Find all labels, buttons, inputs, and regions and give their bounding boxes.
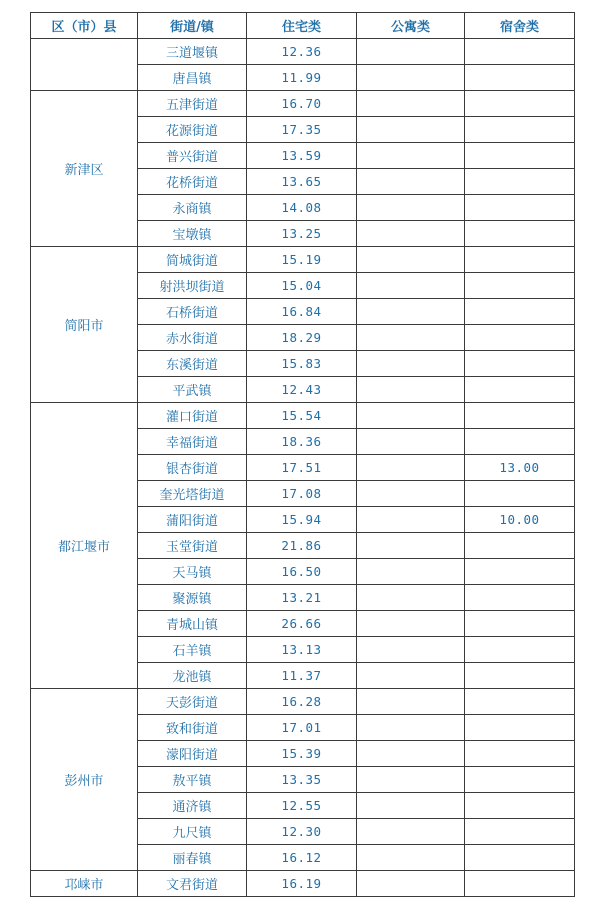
district-cell: 新津区 <box>31 91 138 247</box>
apartment-cell <box>357 689 465 715</box>
rate-table <box>30 12 575 897</box>
apartment-cell <box>357 221 465 247</box>
apartment-cell <box>357 637 465 663</box>
dormitory-cell <box>465 39 575 65</box>
residential-cell: 15.19 <box>247 247 357 273</box>
dormitory-cell <box>465 429 575 455</box>
apartment-cell <box>357 169 465 195</box>
district-cell: 都江堰市 <box>31 403 138 689</box>
dormitory-cell <box>465 169 575 195</box>
apartment-cell <box>357 195 465 221</box>
dormitory-cell <box>465 637 575 663</box>
dormitory-cell: 13.00 <box>465 455 575 481</box>
apartment-cell <box>357 871 465 897</box>
residential-cell: 15.83 <box>247 351 357 377</box>
dormitory-cell <box>465 117 575 143</box>
town-cell: 简城街道 <box>138 247 247 273</box>
header-district: 区（市）县 <box>31 13 138 39</box>
residential-cell: 17.35 <box>247 117 357 143</box>
residential-cell: 16.70 <box>247 91 357 117</box>
town-cell: 唐昌镇 <box>138 65 247 91</box>
town-cell: 青城山镇 <box>138 611 247 637</box>
residential-cell: 13.35 <box>247 767 357 793</box>
dormitory-cell <box>465 195 575 221</box>
residential-cell: 15.04 <box>247 273 357 299</box>
dormitory-cell <box>465 351 575 377</box>
residential-cell: 16.12 <box>247 845 357 871</box>
dormitory-cell <box>465 819 575 845</box>
apartment-cell <box>357 845 465 871</box>
residential-cell: 11.99 <box>247 65 357 91</box>
town-cell: 九尺镇 <box>138 819 247 845</box>
town-cell: 射洪坝街道 <box>138 273 247 299</box>
residential-cell: 13.25 <box>247 221 357 247</box>
town-cell: 东溪街道 <box>138 351 247 377</box>
dormitory-cell <box>465 273 575 299</box>
residential-cell: 18.29 <box>247 325 357 351</box>
dormitory-cell <box>465 299 575 325</box>
apartment-cell <box>357 611 465 637</box>
town-cell: 普兴街道 <box>138 143 247 169</box>
town-cell: 平武镇 <box>138 377 247 403</box>
dormitory-cell: 10.00 <box>465 507 575 533</box>
apartment-cell <box>357 559 465 585</box>
residential-cell: 16.28 <box>247 689 357 715</box>
header-apartment: 公寓类 <box>357 13 465 39</box>
apartment-cell <box>357 819 465 845</box>
district-cell: 邛崃市 <box>31 871 138 897</box>
residential-cell: 16.50 <box>247 559 357 585</box>
town-cell: 文君街道 <box>138 871 247 897</box>
dormitory-cell <box>465 689 575 715</box>
residential-cell: 16.84 <box>247 299 357 325</box>
residential-cell: 17.51 <box>247 455 357 481</box>
apartment-cell <box>357 741 465 767</box>
dormitory-cell <box>465 533 575 559</box>
apartment-cell <box>357 455 465 481</box>
town-cell: 石桥街道 <box>138 299 247 325</box>
town-cell: 天马镇 <box>138 559 247 585</box>
header-dormitory: 宿舍类 <box>465 13 575 39</box>
apartment-cell <box>357 247 465 273</box>
dormitory-cell <box>465 559 575 585</box>
residential-cell: 13.59 <box>247 143 357 169</box>
town-cell: 赤水街道 <box>138 325 247 351</box>
dormitory-cell <box>465 481 575 507</box>
town-cell: 石羊镇 <box>138 637 247 663</box>
apartment-cell <box>357 507 465 533</box>
apartment-cell <box>357 585 465 611</box>
dormitory-cell <box>465 715 575 741</box>
town-cell: 敖平镇 <box>138 767 247 793</box>
apartment-cell <box>357 143 465 169</box>
residential-cell: 21.86 <box>247 533 357 559</box>
apartment-cell <box>357 767 465 793</box>
table-row <box>31 403 575 429</box>
town-cell: 通济镇 <box>138 793 247 819</box>
residential-cell: 17.01 <box>247 715 357 741</box>
residential-cell: 17.08 <box>247 481 357 507</box>
town-cell: 聚源镇 <box>138 585 247 611</box>
apartment-cell <box>357 325 465 351</box>
apartment-cell <box>357 481 465 507</box>
dormitory-cell <box>465 325 575 351</box>
residential-cell: 11.37 <box>247 663 357 689</box>
residential-cell: 12.30 <box>247 819 357 845</box>
town-cell: 灌口街道 <box>138 403 247 429</box>
dormitory-cell <box>465 403 575 429</box>
town-cell: 龙池镇 <box>138 663 247 689</box>
apartment-cell <box>357 715 465 741</box>
residential-cell: 15.39 <box>247 741 357 767</box>
dormitory-cell <box>465 793 575 819</box>
apartment-cell <box>357 377 465 403</box>
town-cell: 濛阳街道 <box>138 741 247 767</box>
dormitory-cell <box>465 377 575 403</box>
residential-cell: 13.13 <box>247 637 357 663</box>
apartment-cell <box>357 429 465 455</box>
town-cell: 幸福街道 <box>138 429 247 455</box>
dormitory-cell <box>465 611 575 637</box>
apartment-cell <box>357 65 465 91</box>
town-cell: 玉堂街道 <box>138 533 247 559</box>
dormitory-cell <box>465 845 575 871</box>
header-residential: 住宅类 <box>247 13 357 39</box>
table-row <box>31 871 575 897</box>
residential-cell: 13.21 <box>247 585 357 611</box>
town-cell: 三道堰镇 <box>138 39 247 65</box>
residential-cell: 12.55 <box>247 793 357 819</box>
apartment-cell <box>357 39 465 65</box>
district-cell: 彭州市 <box>31 689 138 871</box>
table-row <box>31 39 575 65</box>
dormitory-cell <box>465 663 575 689</box>
table-row <box>31 247 575 273</box>
district-cell: 简阳市 <box>31 247 138 403</box>
table-row <box>31 689 575 715</box>
residential-cell: 12.43 <box>247 377 357 403</box>
header-row <box>31 13 575 39</box>
table-body <box>31 39 575 897</box>
dormitory-cell <box>465 741 575 767</box>
residential-cell: 26.66 <box>247 611 357 637</box>
apartment-cell <box>357 91 465 117</box>
town-cell: 宝墩镇 <box>138 221 247 247</box>
dormitory-cell <box>465 143 575 169</box>
district-cell <box>31 39 138 91</box>
town-cell: 致和街道 <box>138 715 247 741</box>
table-row <box>31 91 575 117</box>
apartment-cell <box>357 117 465 143</box>
residential-cell: 15.94 <box>247 507 357 533</box>
residential-cell: 14.08 <box>247 195 357 221</box>
town-cell: 天彭街道 <box>138 689 247 715</box>
residential-cell: 15.54 <box>247 403 357 429</box>
dormitory-cell <box>465 585 575 611</box>
dormitory-cell <box>465 221 575 247</box>
town-cell: 花源街道 <box>138 117 247 143</box>
apartment-cell <box>357 663 465 689</box>
town-cell: 花桥街道 <box>138 169 247 195</box>
apartment-cell <box>357 299 465 325</box>
town-cell: 蒲阳街道 <box>138 507 247 533</box>
town-cell: 丽春镇 <box>138 845 247 871</box>
dormitory-cell <box>465 247 575 273</box>
residential-cell: 13.65 <box>247 169 357 195</box>
apartment-cell <box>357 533 465 559</box>
town-cell: 五津街道 <box>138 91 247 117</box>
apartment-cell <box>357 351 465 377</box>
dormitory-cell <box>465 767 575 793</box>
header-town: 街道/镇 <box>138 13 247 39</box>
residential-cell: 12.36 <box>247 39 357 65</box>
town-cell: 银杏街道 <box>138 455 247 481</box>
dormitory-cell <box>465 65 575 91</box>
dormitory-cell <box>465 91 575 117</box>
apartment-cell <box>357 273 465 299</box>
residential-cell: 18.36 <box>247 429 357 455</box>
town-cell: 永商镇 <box>138 195 247 221</box>
apartment-cell <box>357 793 465 819</box>
residential-cell: 16.19 <box>247 871 357 897</box>
dormitory-cell <box>465 871 575 897</box>
apartment-cell <box>357 403 465 429</box>
town-cell: 奎光塔街道 <box>138 481 247 507</box>
